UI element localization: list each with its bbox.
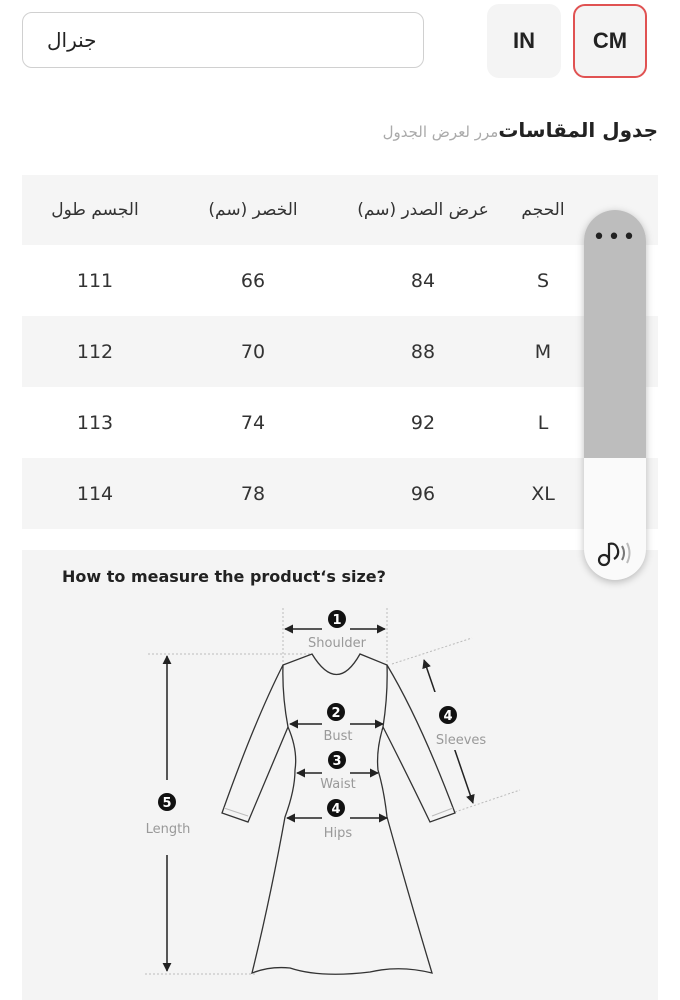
scroll-hint: مرر لعرض الجدول	[382, 123, 499, 141]
header-size: الحجم	[521, 200, 565, 220]
header-length: الجسم طول	[51, 200, 139, 220]
cell-size: XL	[531, 482, 555, 505]
cell-size: L	[537, 411, 549, 434]
hips-label: Hips	[323, 826, 353, 841]
cell-length: 113	[76, 411, 114, 434]
bust-number: 2	[331, 706, 341, 721]
cell-size: S	[536, 269, 550, 292]
size-chart-title: جدول المقاسات	[498, 118, 658, 142]
volume-slider-overlay[interactable]	[584, 210, 646, 580]
cell-length: 114	[76, 482, 114, 505]
measure-guide-title: How to measure the product‘s size?	[62, 567, 386, 586]
sleeves-label: Sleeves	[435, 733, 487, 748]
unit-in-button[interactable]: IN	[487, 4, 561, 78]
cell-bust: 92	[410, 411, 436, 434]
cell-bust: 84	[410, 269, 436, 292]
cell-bust: 88	[410, 340, 436, 363]
cell-waist: 66	[240, 269, 266, 292]
cell-waist: 74	[240, 411, 266, 434]
sleeves-number: 4	[443, 709, 453, 724]
cell-length: 111	[76, 269, 114, 292]
shoulder-label: Shoulder	[308, 636, 366, 651]
header-bust: عرض الصدر (سم)	[357, 200, 489, 220]
hips-number: 4	[331, 802, 341, 817]
cell-length: 112	[76, 340, 114, 363]
unit-cm-button[interactable]: CM	[573, 4, 647, 78]
waist-label: Waist	[320, 777, 356, 792]
bust-label: Bust	[323, 729, 353, 744]
length-label: Length	[145, 822, 191, 837]
cell-bust: 96	[410, 482, 436, 505]
waist-number: 3	[332, 754, 342, 769]
music-note-volume-icon[interactable]	[596, 538, 636, 568]
shoulder-number: 1	[332, 613, 342, 628]
length-number: 5	[162, 796, 172, 811]
more-dots-icon[interactable]: •••	[592, 225, 638, 250]
header-waist: الخصر (سم)	[208, 200, 298, 220]
cell-waist: 70	[240, 340, 266, 363]
search-value: جنرال	[47, 28, 97, 52]
cell-size: M	[534, 340, 552, 363]
cell-waist: 78	[240, 482, 266, 505]
